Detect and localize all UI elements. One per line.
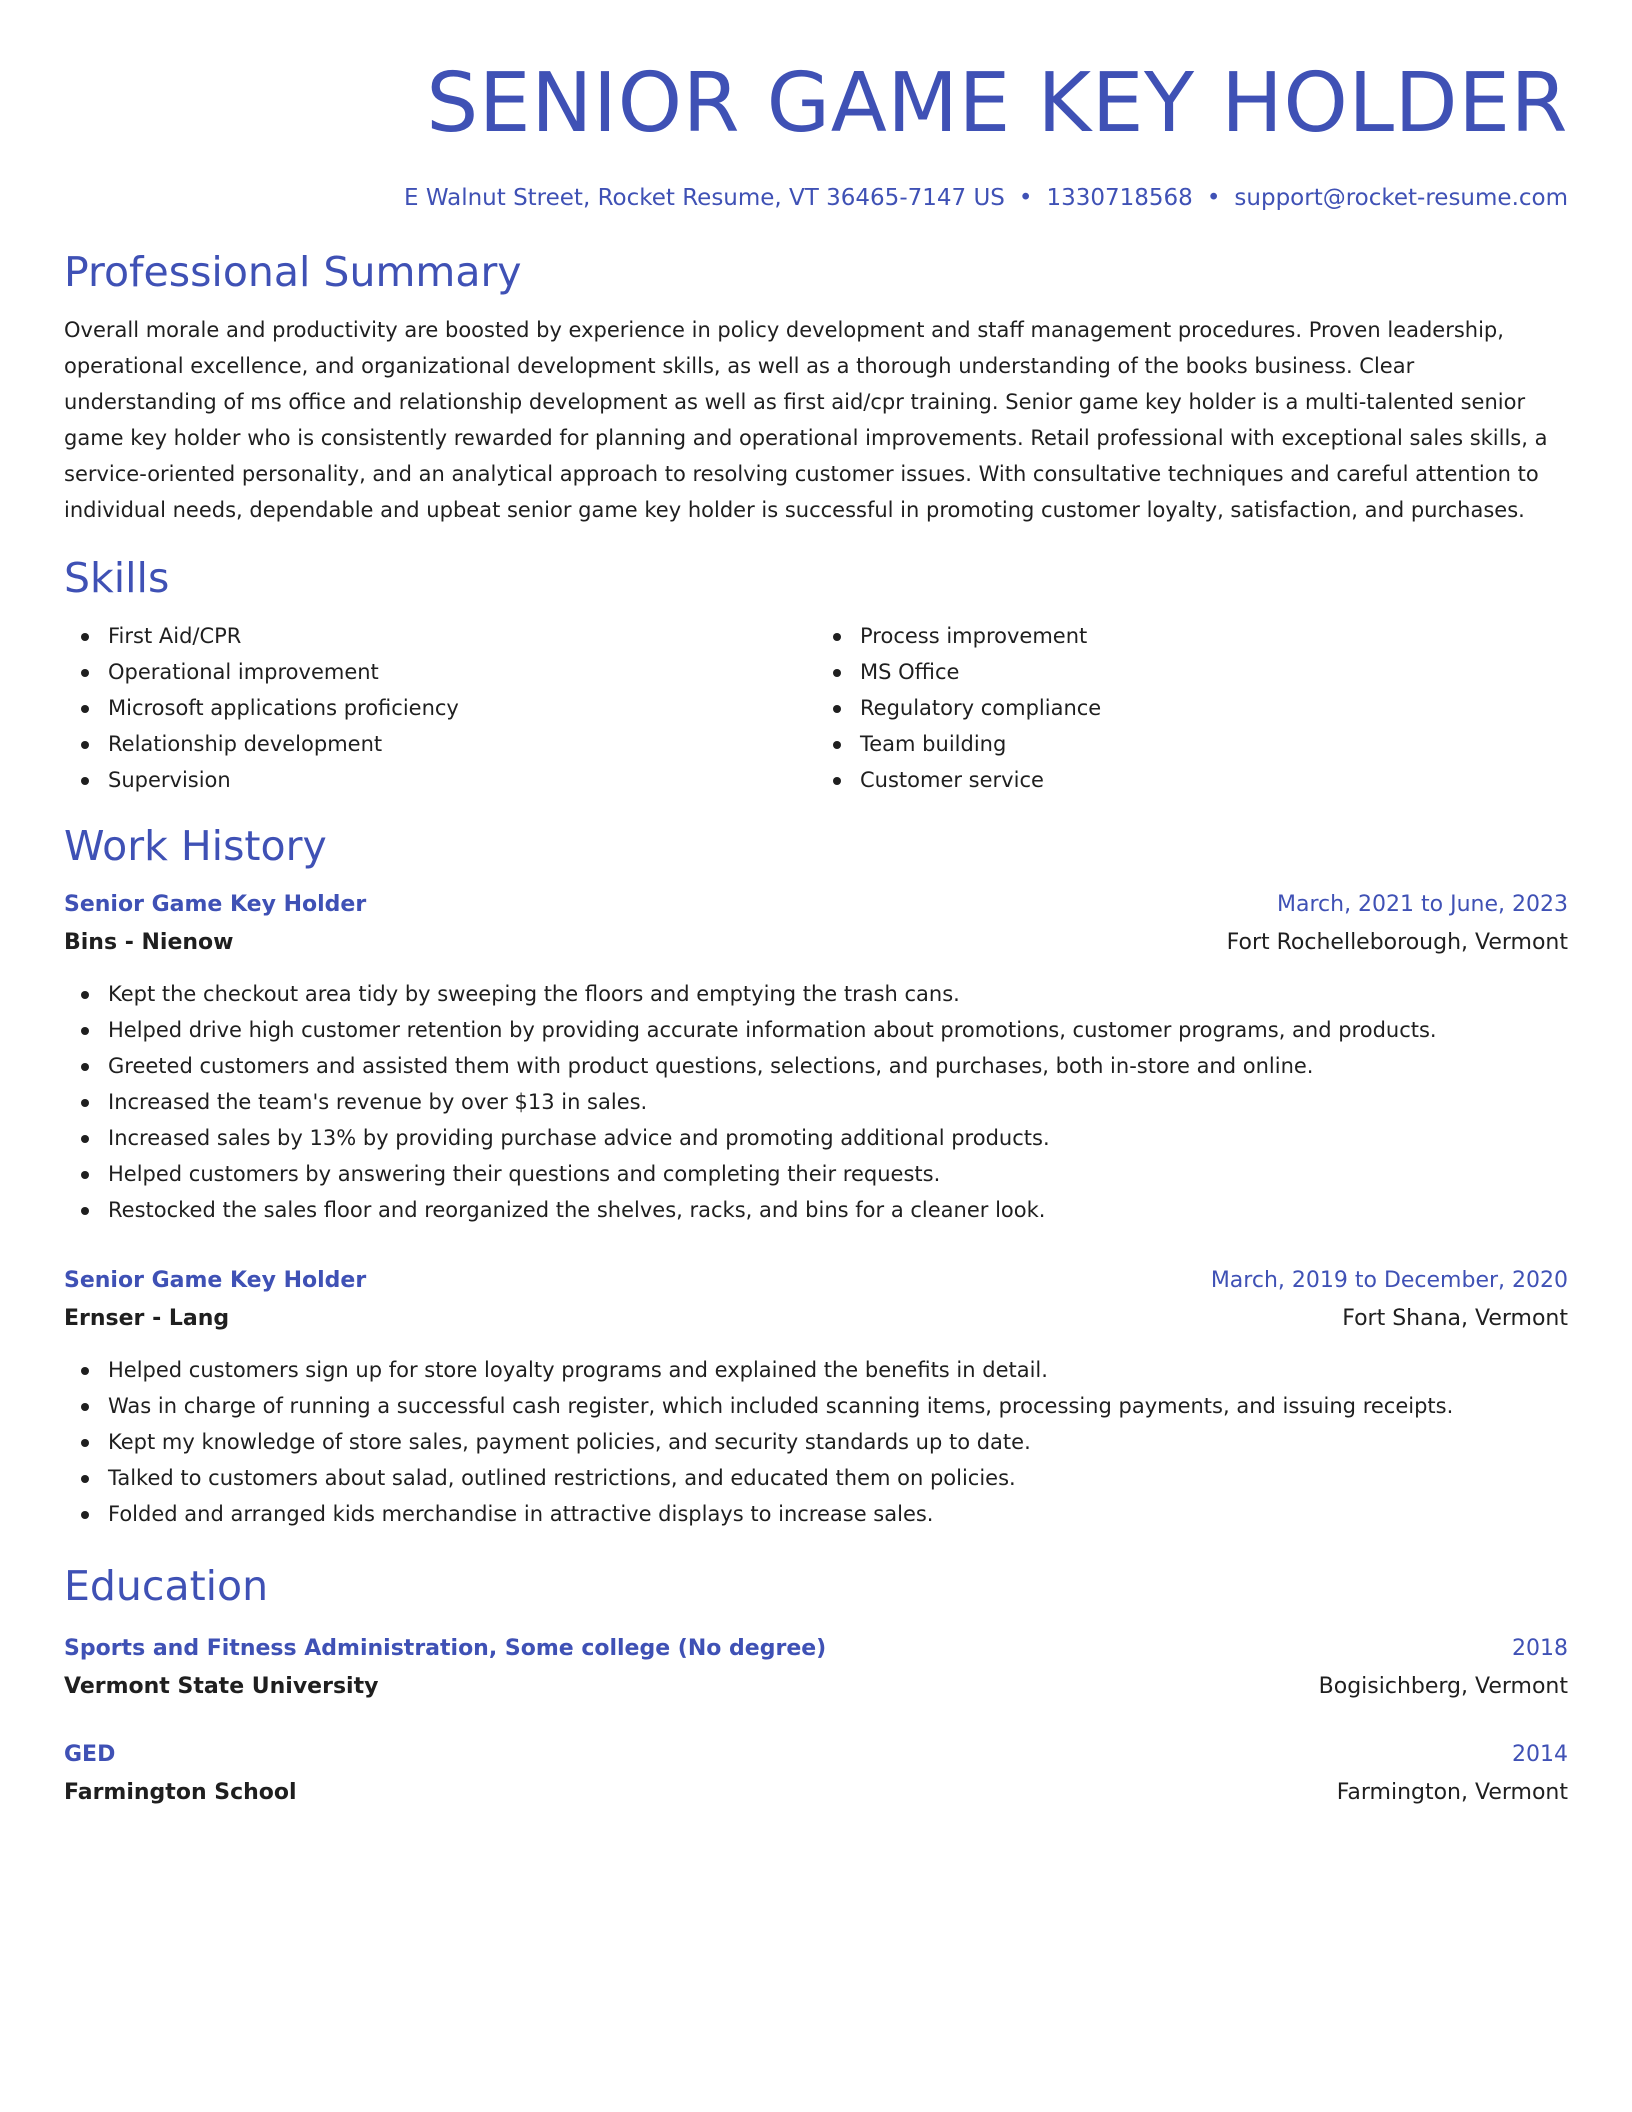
job-title: Senior Game Key Holder <box>64 892 367 917</box>
job-bullet: Greeted customers and assisted them with product questions, selections, and purchases, both in-store and online. <box>108 1048 1568 1084</box>
contact-phone: 1330718568 <box>1046 185 1193 211</box>
skills-heading: Skills <box>64 554 170 602</box>
job-dates: March, 2019 to December, 2020 <box>1210 1268 1568 1293</box>
job-header-row <box>64 886 1568 924</box>
education-location: Bogisichberg, Vermont <box>1318 1674 1568 1699</box>
skill-item: First Aid/CPR <box>108 618 816 654</box>
education-school-row <box>64 1668 1568 1706</box>
education-year: 2014 <box>1512 1742 1568 1767</box>
skill-item: Team building <box>860 726 1568 762</box>
contact-separator: • <box>1206 185 1221 211</box>
job-location: Fort Rochelleborough, Vermont <box>1226 930 1568 955</box>
contact-separator: • <box>1018 185 1033 211</box>
skill-item: Regulatory compliance <box>860 690 1568 726</box>
job-title: Senior Game Key Holder <box>64 1268 367 1293</box>
education-header-row <box>64 1630 1568 1668</box>
job-org-row <box>64 924 1568 962</box>
job-company: Bins - Nienow <box>64 930 234 955</box>
job-bullet: Folded and arranged kids merchandise in attractive displays to increase sales. <box>108 1496 1568 1532</box>
education-degree: Sports and Fitness Administration, Some college (No degree) <box>64 1636 827 1661</box>
skill-item: MS Office <box>860 654 1568 690</box>
skill-item: Process improvement <box>860 618 1568 654</box>
job-bullet: Kept my knowledge of store sales, payment policies, and security standards up to date. <box>108 1424 1568 1460</box>
skill-item: Supervision <box>108 762 816 798</box>
work-history-heading: Work History <box>64 822 327 870</box>
job-bullet: Increased the team's revenue by over $13 in sales. <box>108 1084 1568 1120</box>
job-org-row <box>64 1300 1568 1338</box>
education-year: 2018 <box>1512 1636 1568 1661</box>
job-bullet: Increased sales by 13% by providing purchase advice and promoting additional products. <box>108 1120 1568 1156</box>
summary-text: Overall morale and productivity are boosted by experience in policy development and staff management procedures. Proven leadership, operational excellence, and organizational development skills, as well as a thorough understanding of the books business. Clear understanding of ms office and relationship development as well as first aid/cpr training. Senior game key holder is a multi-talented senior game key holder who is consistently rewarded for planning and operational improvements. Retail professional with exceptional sales skills, a service-oriented personality, and an analytical approach to resolving customer issues. With consultative techniques and careful attention to individual needs, dependable and upbeat senior game key holder is successful in promoting customer loyalty, satisfaction, and purchases. <box>64 318 1548 522</box>
skills-grid <box>64 618 1568 798</box>
skills-column-left <box>64 618 816 798</box>
education-location: Farmington, Vermont <box>1336 1780 1568 1805</box>
education-entry <box>64 1736 1568 1812</box>
education-degree: GED <box>64 1742 116 1767</box>
education-school: Vermont State University <box>64 1674 379 1699</box>
education-heading: Education <box>64 1562 269 1610</box>
job-bullet: Helped customers sign up for store loyalty programs and explained the benefits in detail. <box>108 1352 1568 1388</box>
education-header-row <box>64 1736 1568 1774</box>
job-entry <box>64 1262 1568 1532</box>
summary-heading: Professional Summary <box>64 248 522 296</box>
skill-item: Microsoft applications proficiency <box>108 690 816 726</box>
job-bullet: Talked to customers about salad, outlined restrictions, and educated them on policies. <box>108 1460 1568 1496</box>
job-bullet: Kept the checkout area tidy by sweeping the floors and emptying the trash cans. <box>108 976 1568 1012</box>
skill-item: Customer service <box>860 762 1568 798</box>
skill-item: Relationship development <box>108 726 816 762</box>
job-bullets <box>64 1352 1568 1532</box>
job-bullet: Restocked the sales floor and reorganized the shelves, racks, and bins for a cleaner look. <box>108 1192 1568 1228</box>
page-title: SENIOR GAME KEY HOLDER <box>426 56 1568 151</box>
contact-line <box>64 182 1568 214</box>
education-school: Farmington School <box>64 1780 297 1805</box>
contact-email[interactable]: support@rocket-resume.com <box>1234 185 1568 211</box>
job-company: Ernser - Lang <box>64 1306 230 1331</box>
job-dates: March, 2021 to June, 2023 <box>1277 892 1568 917</box>
education-entry <box>64 1630 1568 1706</box>
job-bullet: Was in charge of running a successful cash register, which included scanning items, processing payments, and issuing receipts. <box>108 1388 1568 1424</box>
job-bullet: Helped drive high customer retention by providing accurate information about promotions, customer programs, and products. <box>108 1012 1568 1048</box>
job-location: Fort Shana, Vermont <box>1342 1306 1568 1331</box>
job-bullet: Helped customers by answering their questions and completing their requests. <box>108 1156 1568 1192</box>
job-header-row <box>64 1262 1568 1300</box>
job-entry <box>64 886 1568 1228</box>
contact-address: E Walnut Street, Rocket Resume, VT 36465-7147 US <box>403 185 1005 211</box>
skills-column-right <box>816 618 1568 798</box>
education-school-row <box>64 1774 1568 1812</box>
skill-item: Operational improvement <box>108 654 816 690</box>
job-bullets <box>64 976 1568 1228</box>
